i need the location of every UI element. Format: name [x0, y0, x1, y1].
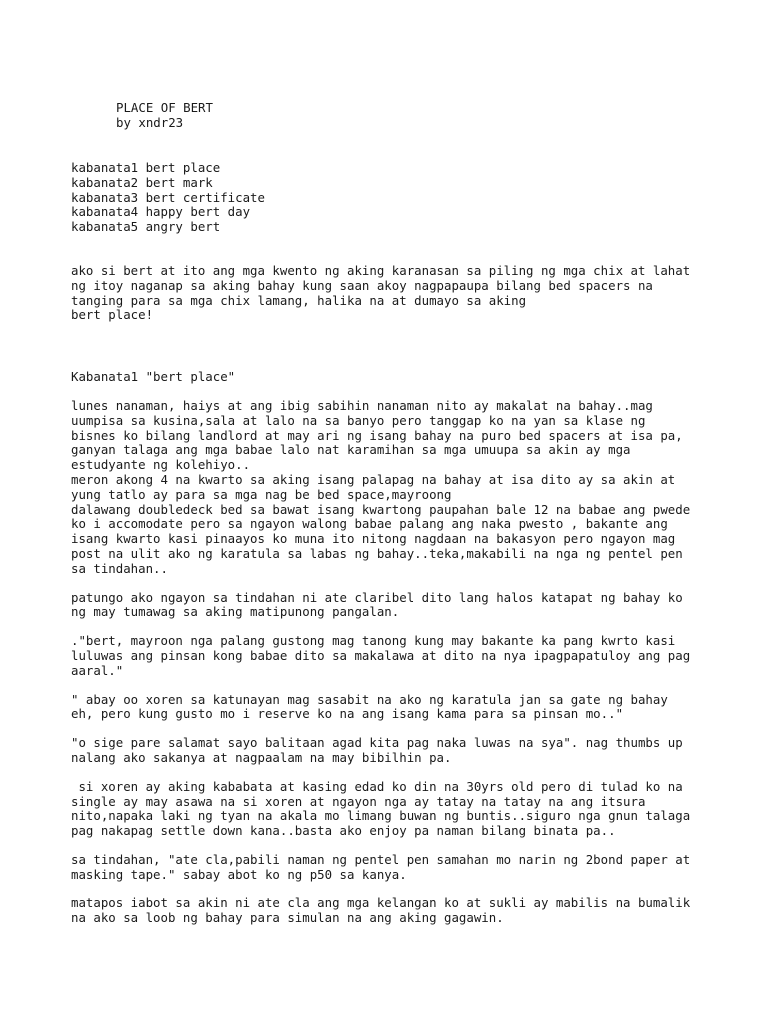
- toc-item: kabanata4 happy bert day: [71, 204, 251, 220]
- document-body: [71, 161, 711, 926]
- paragraph: si xoren ay aking kababata at kasing edad ko din na 30yrs old pero di tulad ko na single ay may asawa na si xoren at ngayon nga ay tatay na tatay na ang itsura nito,napaka laki ng tyan na akala mo limang buwan ng buntis..siguro nga gnun talaga pag nakapag settle down kana..basta ako enjoy pa naman bilang binata pa..: [71, 778, 691, 839]
- paragraph: "o sige pare salamat sayo balitaan agad kita pag naka luwas na sya". nag thumbs up nalang ako sakanya at nagpaalam na may bibilhin pa.: [71, 735, 683, 765]
- intro-paragraph: ako si bert at ito ang mga kwento ng aking karanasan sa piling ng mga chix at lahat ng itoy naganap sa aking bahay kung saan akoy nagpapaupa bilang bed spacers na tanging para sa mga chix lamang, halika na at dumayo sa aking bert place!: [71, 262, 691, 323]
- toc-item: kabanata1 bert place: [71, 160, 221, 175]
- document-author: by xndr23: [116, 114, 184, 130]
- document-title: PLACE OF BERT: [116, 100, 213, 115]
- paragraph: matapos iabot sa akin ni ate cla ang mga kelangan ko at sukli ay mabilis na bumalik na ako sa loob ng bahay para simulan na ang aking gagawin.: [71, 895, 691, 926]
- paragraph: " abay oo xoren sa katunayan mag sasabit na ako ng karatula jan sa gate ng bahay eh, pero kung gusto mo i reserve ko na ang isang kama para sa pinsan mo..": [71, 691, 668, 722]
- toc-item: kabanata3 bert certificate: [71, 189, 265, 205]
- title-block: [116, 101, 213, 131]
- toc-item: kabanata2 bert mark: [71, 174, 213, 190]
- paragraph: lunes nanaman, haiys at ang ibig sabihin nanaman nito ay makalat na bahay..mag uumpisa sa kusina,sala at lalo na sa banyo pero tanggap ko na yan sa klase ng bisnes ko bilang landlord at may ari ng isang bahay na puro bed spacers at isa pa, ganyan talaga ang mga babae lalo nat karamihan sa mga umuupa sa akin ay mga estudyante ng kolehiyo.. meron akong 4 na kwarto sa aking isang palapag na bahay at isa dito ay sa akin at yung tatlo ay para sa mga nag be bed space,mayroong dalawang doubledeck bed sa bawat isang kwartong paupahan bale 12 na babae ang pwede ko i accomodate pero sa ngayon walong babae palang ang naka pwesto , bakante ang isang kwarto kasi pinaayos ko muna ito nitong nagdaan na bakasyon pero ngayon mag post na ulit ako ng karatula sa labas ng bahay..teka,makabili na nga ng pentel pen sa tindahan..: [71, 397, 691, 576]
- toc-item: kabanata5 angry bert: [71, 219, 221, 235]
- table-of-contents: [71, 161, 711, 235]
- paragraph: patungo ako ngayon sa tindahan ni ate claribel dito lang halos katapat ng bahay ko ng may tumawag sa aking matipunong pangalan.: [71, 589, 683, 620]
- chapter-heading: Kabanata1 "bert place": [71, 369, 236, 385]
- paragraph: sa tindahan, "ate cla,pabili naman ng pentel pen samahan mo narin ng 2bond paper at masking tape." sabay abot ko ng p50 sa kanya.: [71, 851, 691, 882]
- paragraph: ."bert, mayroon nga palang gustong mag tanong kung may bakante ka pang kwrto kasi luluwas ang pinsan kong babae dito sa makalawa at dito na nya ipagpapatuloy ang pag aaral.": [71, 633, 691, 678]
